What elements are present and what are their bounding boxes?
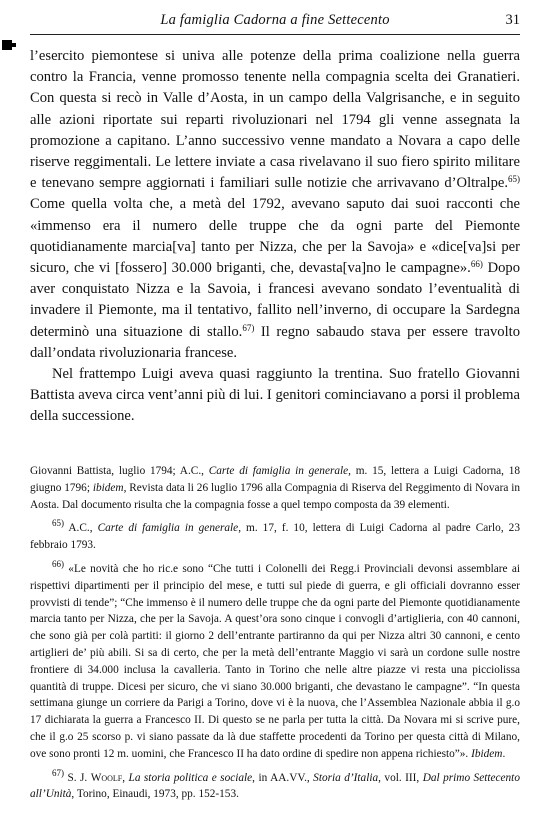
footnote-65	[30, 520, 520, 554]
footnote-ref-67: 67)	[242, 322, 255, 333]
fn67-b: ,	[122, 771, 129, 784]
fn64-e: , Revista data li 26 luglio 1796 alla Compagnia di Riserva del Reggimento di Novara in Aosta. Dal documento risulta che la compagnia fosse a quel tempo composta da 39 elementi.	[30, 481, 520, 511]
page-number: 31	[505, 12, 520, 28]
fn64-b: Carte di famiglia in generale	[208, 465, 349, 477]
p1-part-a: l’esercito piemontese si univa alle potenze della prima coalizione nella guerra contro la Francia, venne promosso tenente nella compagnia scelta dei Granatieri. Con questa si recò in Valle d’Aosta, in un campo della Valgrisanche, e in seguito alle azioni riportate sui reparti rivoluzionari nel 1794 gli venne assegnata la promozione a capitano. L’anno successivo venne mandato a Novara a capo delle riserve reggimentali. Le lettere inviate a casa rivelavano il suo fiero spirito militare e tenevano sempre aggiornati i familiari sulle notizie che arrivavano d’Oltralpe.	[30, 48, 520, 192]
p1-part-b: Come quella volta che, a metà del 1792, avevano saputo dai suoi racconti che «immenso era il numero delle truppe che da ogni parte del Piemonte quotidianamente marcia[va] tanto per Nizza, che per la Savoja» e «dice[va]si per sicuro, che vi [fossero] 30.000 briganti, che, devasta[va]no le campagne».	[30, 196, 520, 277]
p1-part-c: Dopo aver conquistato Nizza e la Savoia, i francesi avevano sondato l’eventualità di invadere il Piemonte, ma il tentativo, fallito nell’inverno, di occupare la Sardegna determinò una situazione di stallo.	[30, 260, 520, 340]
fn67-g: Dal primo Settecento all’Unità	[30, 771, 520, 801]
fn65-b: Carte di famiglia in generale	[97, 522, 239, 535]
fn65-a: A.C.,	[64, 522, 98, 535]
fn67-a: S. J.	[64, 771, 91, 784]
fn64-a: Giovanni Battista, luglio 1794; A.C.,	[30, 465, 209, 477]
margin-marker-icon	[2, 40, 12, 50]
fn64-c: , m. 15, lettera a Luigi Cadorna, 18 giugno 1796;	[30, 465, 520, 494]
fn67-c: La storia politica e sociale	[128, 771, 253, 784]
fn65-number: 65)	[52, 518, 64, 529]
fn66-a: «Le novità che ho ric.e sono “Che tutti i Colonelli dei Regg.i Provinciali devonsi assemblare ai rispettivi dipartimenti per il principio del mese, e tutti sul piede di guerra, e gli officiali dovranno esser provvisti di tende”; “Che immenso è il numero delle truppe che da ogni parte del Piemonte quotidianamente marcia tanto per Nizza, che per la Savoja. A quest’ora sono cinque i convogli d’artiglieria, con 40 cannoni, che sono già per colà partiti: il giorno 2 dell’entrante partiranno da qui per Nizza altri 30 cannoni, e cento artiglieri de’ più abili. Si sa di certo, che per la metà dell’entrante Maggio vi sarà un cordone sulle nostre frontiere di 34.000 inclusa la cavalleria. Tanto in Torino che nelle altre piazze vi resta una picciolissa quantità di truppe. Dicesi per sicuro, che vi siano 30.000 briganti, che devastano le campagne”. “In questa settimana giunge un corriere da Parigi a Torino, dove vi è la nuova, che l’Assemblea Nazionale abbia il g.o 17 dichiarata la guerra a Francesco II. Di questo se ne parla per tutta la città. Da Novara mi si scrive pure, che il g.o 25 scorso p. vi siano passate da là due staffette procedenti da Torino per questa città di Milano, ove sono pronti 12 m. uomini, che Francesco II ha dato ordine di spedire non appena richiesto”».	[30, 562, 520, 760]
fn67-f: , vol. III,	[378, 771, 423, 784]
fn67-e: Storia d’Italia	[313, 771, 379, 784]
footnotes	[30, 463, 520, 810]
main-text	[30, 46, 520, 428]
footnote-ref-66: 66)	[470, 259, 483, 270]
fn66-number: 66)	[52, 558, 64, 569]
p1-part-d: Il regno sabaudo stava per essere travolto dall’ondata rivoluzionaria francese.	[30, 323, 520, 361]
running-head: La famiglia Cadorna a fine Settecento	[160, 12, 390, 28]
fn67-author: Woolf	[90, 771, 123, 784]
paragraph-1	[30, 46, 520, 364]
fn65-c: , m. 17, f. 10, lettera di Luigi Cadorna al padre Carlo, 23 febbraio 1793.	[30, 522, 520, 552]
fn67-number: 67)	[52, 767, 64, 778]
footnote-67	[30, 767, 520, 804]
footnote-64-continued	[30, 463, 520, 513]
fn66-b: Ibidem	[471, 747, 503, 760]
fn67-h: , Torino, Einaudi, 1973, pp. 152-153.	[71, 788, 239, 801]
fn66-c: .	[502, 747, 506, 760]
footnote-66	[30, 558, 520, 763]
fn64-d: ibidem	[92, 481, 124, 494]
fn67-d: , in AA.VV.,	[252, 771, 314, 784]
paragraph-2: Nel frattempo Luigi aveva quasi raggiunto la trentina. Suo fratello Giovanni Battista aveva circa vent’anni più di lui. I genitori cominciavano a porsi il problema della successione.	[30, 366, 520, 425]
footnote-ref-65: 65)	[508, 174, 520, 185]
page-header	[30, 12, 520, 35]
